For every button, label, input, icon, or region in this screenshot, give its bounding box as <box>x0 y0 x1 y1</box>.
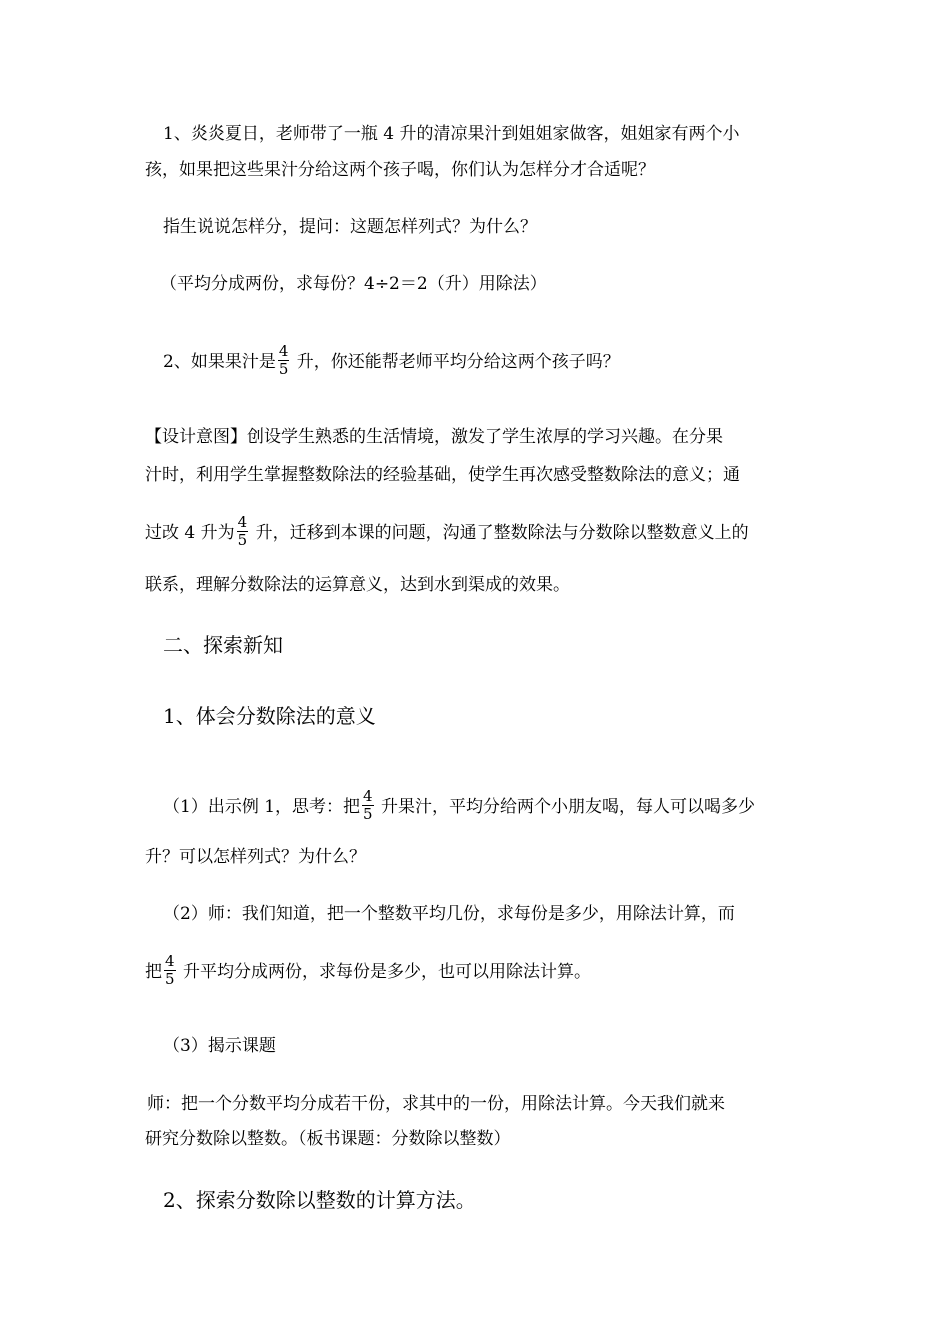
example-1-text-before: （1）出示例 1，思考：把 <box>163 797 361 817</box>
fraction-four-fifths <box>278 343 290 378</box>
design-line-3-text-before: 过改 4 升为 <box>145 523 235 543</box>
subheading-calc-method: 2、探索分数除以整数的计算方法。 <box>163 1188 476 1212</box>
fraction-denominator: 5 <box>237 531 248 549</box>
design-intent-line-1: 【设计意图】创设学生熟悉的生活情境，激发了学生浓厚的学习兴趣。在分果 <box>145 427 723 447</box>
para-1-line-2: 孩，如果把这些果汁分给这两个孩子喝，你们认为怎样分才合适呢？ <box>145 160 655 180</box>
fraction-four-fifths <box>362 788 374 823</box>
design-line-3-text-after: 升，迁移到本课的问题，沟通了整数除法与分数除以整数意义上的 <box>250 523 749 543</box>
fraction-numerator: 4 <box>363 787 373 805</box>
teacher-line-1: 师：把一个分数平均分成若干份，求其中的一份，用除法计算。今天我们就来 <box>147 1094 725 1114</box>
fraction-denominator: 5 <box>278 360 289 378</box>
fraction-numerator: 4 <box>278 342 289 360</box>
example-2-line-1: （2）师：我们知道，把一个整数平均几份，求每份是多少，用除法计算，而 <box>163 904 735 924</box>
example-1-line-2: 升？可以怎样列式？为什么？ <box>145 847 366 867</box>
example-1-line-1 <box>163 787 833 825</box>
para-4 <box>163 342 833 380</box>
design-intent-line-4: 联系，理解分数除法的运算意义，达到水到渠成的效果。 <box>145 575 570 595</box>
example-1-text-after: 升果汁，平均分给两个小朋友喝，每人可以喝多少 <box>375 797 755 817</box>
para-3: （平均分成两份，求每份？4÷2＝2（升）用除法） <box>160 274 547 294</box>
example-2-line-2 <box>145 952 815 990</box>
example-2-text-before: 把 <box>145 962 162 982</box>
teacher-line-2: 研究分数除以整数。（板书课题：分数除以整数） <box>145 1129 511 1149</box>
fraction-four-fifths <box>164 953 176 988</box>
example-3-reveal-topic: （3）揭示课题 <box>163 1036 276 1056</box>
para-4-text-after: 升，你还能帮老师平均分给这两个孩子吗？ <box>291 352 620 372</box>
fraction-numerator: 4 <box>165 952 175 970</box>
design-intent-line-2: 汁时，利用学生掌握整数除法的经验基础，使学生再次感受整数除法的意义；通 <box>145 465 740 485</box>
para-1-line-1: 1、炎炎夏日，老师带了一瓶 4 升的清凉果汁到姐姐家做客，姐姐家有两个小 <box>163 124 740 144</box>
fraction-numerator: 4 <box>237 513 248 531</box>
subheading-meaning: 1、体会分数除法的意义 <box>163 704 376 728</box>
para-2: 指生说说怎样分，提问：这题怎样列式？为什么？ <box>163 217 537 237</box>
example-2-text-after: 升平均分成两份，求每份是多少，也可以用除法计算。 <box>177 962 591 982</box>
design-intent-line-3 <box>145 513 815 551</box>
fraction-denominator: 5 <box>165 970 175 988</box>
fraction-denominator: 5 <box>363 805 373 823</box>
fraction-four-fifths <box>237 514 249 549</box>
section-heading-explore: 二、探索新知 <box>163 633 283 657</box>
para-4-text-before: 2、如果果汁是 <box>163 352 276 372</box>
